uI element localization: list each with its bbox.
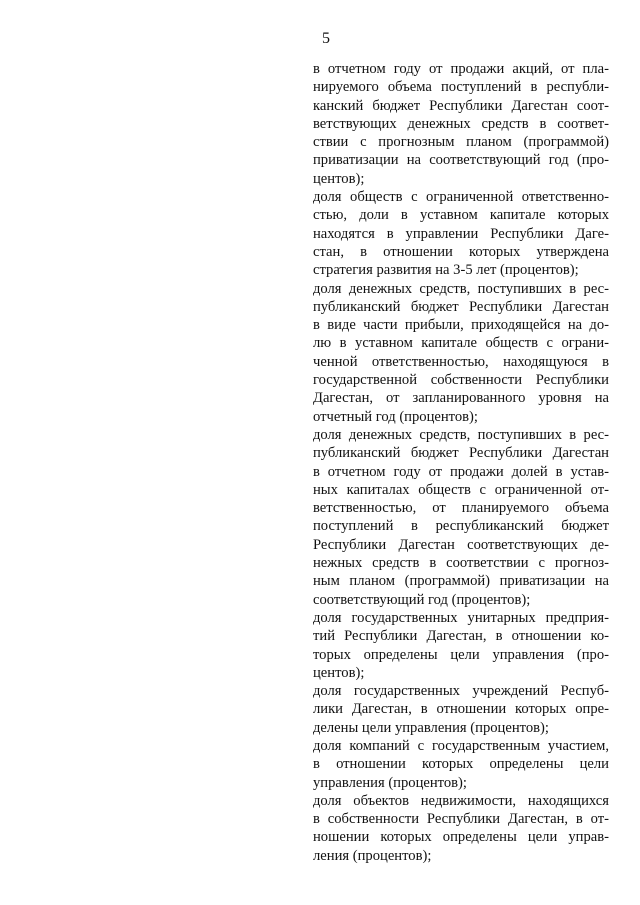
text-line: стан, в отношении которых утверждена xyxy=(313,243,609,260)
text-line: нируемого объема поступлений в республи- xyxy=(313,79,609,96)
text-line: ным планом (программой) приватизации на xyxy=(313,573,609,590)
text-line: публиканский бюджет Республики Дагестан xyxy=(313,445,609,462)
text-line: в виде части прибыли, приходящейся на до- xyxy=(313,317,609,334)
text-line: лю в уставном капитале обществ с ограни- xyxy=(313,335,609,352)
text-line: отчетный год (процентов); xyxy=(313,408,478,425)
text-line: доля государственных учреждений Респуб- xyxy=(313,683,609,700)
document-body xyxy=(313,60,609,865)
text-line: ления (процентов); xyxy=(313,847,432,864)
text-line: в отчетном году от продажи долей в устав- xyxy=(313,463,609,480)
text-line: торых определены цели управления (про- xyxy=(313,646,609,663)
text-line: доля объектов недвижимости, находящихся xyxy=(313,792,609,809)
text-line: доля денежных средств, поступивших в рес- xyxy=(313,426,609,443)
text-line: соответствующий год (процентов); xyxy=(313,591,531,608)
text-line: ствии с прогнозным планом (программой) xyxy=(313,134,609,151)
text-line: Республики Дагестан соответствующих де- xyxy=(313,536,609,553)
text-line: тий Республики Дагестан, в отношении ко- xyxy=(313,628,609,645)
text-line: в отношении которых определены цели xyxy=(313,756,609,773)
text-line: находятся в управлении Республики Даге- xyxy=(313,225,609,242)
page-number: 5 xyxy=(322,30,330,47)
text-line: Дагестан, от запланированного уровня на xyxy=(313,390,609,407)
text-line: стью, доли в уставном капитале которых xyxy=(313,207,609,224)
text-line: стратегия развития на 3-5 лет (процентов); xyxy=(313,262,579,279)
text-line: доля денежных средств, поступивших в рес- xyxy=(313,280,609,297)
text-line: центов); xyxy=(313,664,365,681)
text-line: управления (процентов); xyxy=(313,774,467,791)
text-line: в собственности Республики Дагестан, в от- xyxy=(313,811,609,828)
text-line: доля компаний с государственным участием, xyxy=(313,737,609,754)
text-line: ных капиталах обществ с ограниченной от- xyxy=(313,481,609,498)
text-line: ченной ответственностью, находящуюся в xyxy=(313,353,609,370)
text-line: поступлений в республиканский бюджет xyxy=(313,518,609,535)
text-line: центов); xyxy=(313,170,365,187)
text-line: публиканский бюджет Республики Дагестан xyxy=(313,298,609,315)
text-line: ветственностью, от планируемого объема xyxy=(313,500,609,517)
text-line: ветствующих денежных средств в соответ- xyxy=(313,115,609,132)
text-line: лики Дагестан, в отношении которых опре- xyxy=(313,701,609,718)
text-line: государственной собственности Республики xyxy=(313,372,609,389)
text-line: канский бюджет Республики Дагестан соот- xyxy=(313,97,609,114)
text-line: в отчетном году от продажи акций, от пла- xyxy=(313,61,609,77)
text-line: доля обществ с ограниченной ответственно- xyxy=(313,189,609,206)
text-line: делены цели управления (процентов); xyxy=(313,719,549,736)
text-line: ношении которых определены цели управ- xyxy=(313,829,609,846)
text-line: доля государственных унитарных предприя- xyxy=(313,609,609,626)
text-line: приватизации на соответствующий год (про- xyxy=(313,152,609,169)
text-line: нежных средств в соответствии с прогноз- xyxy=(313,555,609,572)
